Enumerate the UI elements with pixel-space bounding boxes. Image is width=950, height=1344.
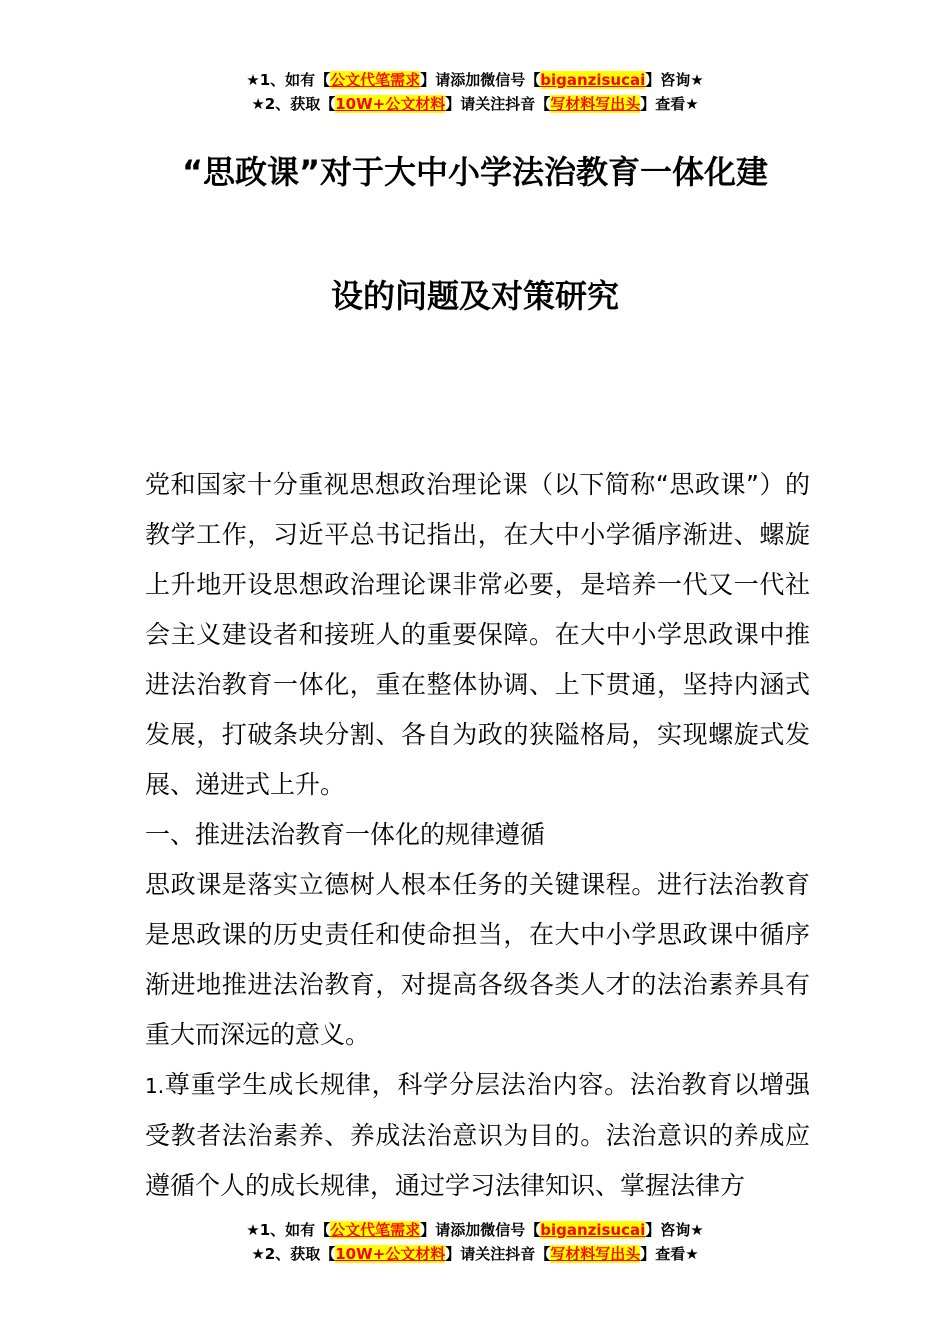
promo-line-2 — [0, 92, 950, 116]
promo-highlight: 10W+公文材料 — [335, 1245, 446, 1263]
promo-highlight: 公文代笔需求 — [330, 1221, 421, 1239]
promo-text: 】请关注抖音【 — [445, 1245, 551, 1263]
promo-line-2 — [0, 1242, 950, 1266]
document-title-line-1: “思政课”对于大中小学法治教育一体化建 — [181, 153, 769, 191]
promo-highlight: 写材料写出头 — [550, 1245, 641, 1263]
promo-text: ★2、获取【 — [251, 1245, 336, 1263]
numbered-paragraph — [145, 1060, 810, 1211]
footer-promo-banner — [0, 1218, 950, 1266]
paragraph-number: 1. — [145, 1074, 165, 1098]
promo-text: ★2、获取【 — [251, 95, 336, 113]
promo-text: 】请关注抖音【 — [445, 95, 551, 113]
promo-text: ★1、如有【 — [246, 1221, 331, 1239]
promo-text: ★1、如有【 — [246, 71, 331, 89]
promo-text: 】查看★ — [640, 1245, 699, 1263]
promo-text: 】请添加微信号【 — [420, 1221, 541, 1239]
promo-highlight: biganzisucai — [540, 1221, 646, 1239]
promo-highlight: biganzisucai — [540, 71, 646, 89]
promo-line-1 — [0, 1218, 950, 1242]
promo-highlight: 公文代笔需求 — [330, 71, 421, 89]
promo-text: 】咨询★ — [645, 71, 704, 89]
section-heading: 一、推进法治教育一体化的规律遵循 — [145, 820, 546, 849]
document-body — [145, 460, 810, 1211]
paragraph: 党和国家十分重视思想政治理论课（以下简称“思政课”）的教学工作，习近平总书记指出，在大中小学循序渐进、螺旋上升地开设思想政治理论课非常必要，是培养一代又一代社会主义建设者和接班人的重要保障。在大中小学思政课中推进法治教育一体化，重在整体协调、上下贯通，坚持内涵式发展，打破条块分割、各自为政的狭隘格局，实现螺旋式发展、递进式上升。 — [145, 470, 810, 799]
promo-text: 】查看★ — [640, 95, 699, 113]
paragraph: 思政课是落实立德树人根本任务的关键课程。进行法治教育是思政课的历史责任和使命担当，在大中小学思政课中循序渐进地推进法治教育，对提高各级各类人才的法治素养具有重大而深远的意义。 — [145, 870, 810, 1049]
promo-highlight: 10W+公文材料 — [335, 95, 446, 113]
promo-text: 】咨询★ — [645, 1221, 704, 1239]
header-promo-banner — [0, 68, 950, 116]
promo-highlight: 写材料写出头 — [550, 95, 641, 113]
paragraph-text: 尊重学生成长规律，科学分层法治内容。法治教育以增强受教者法治素养、养成法治意识为目的。法治意识的养成应遵循个人的成长规律，通过学习法律知识、掌握法律方 — [145, 1070, 810, 1200]
promo-line-1 — [0, 68, 950, 92]
promo-text: 】请添加微信号【 — [420, 71, 541, 89]
document-title-line-2: 设的问题及对策研究 — [330, 277, 619, 315]
